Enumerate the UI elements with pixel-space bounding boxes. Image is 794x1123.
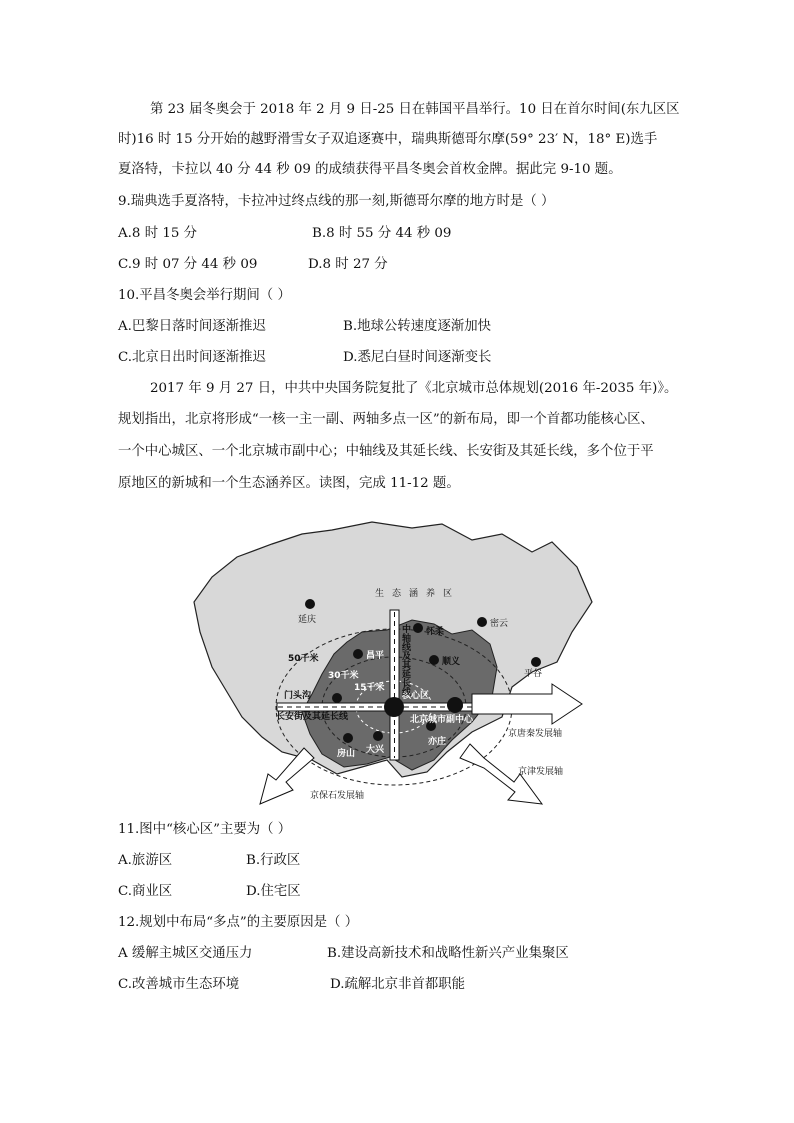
huairou-label: 怀柔	[426, 627, 445, 637]
question-12-option-d: D.疏解北京非首都职能	[330, 977, 466, 992]
mentougou-label: 门头沟	[284, 691, 312, 701]
huairou-dot	[413, 623, 423, 633]
question-12-stem: 12.规划中布局“多点”的主要原因是（ ）	[118, 915, 359, 930]
miyun-label: 密云	[490, 619, 509, 629]
question-10-option-d: D.悉尼白昼时间逐渐变长	[343, 350, 492, 365]
core-zone-label: 核心区	[402, 691, 430, 701]
question-9-option-a: A.8 时 15 分	[118, 226, 198, 241]
yanqing-label: 延庆	[298, 615, 317, 625]
question-11-stem: 11.图中“核心区”主要为（ ）	[118, 822, 292, 837]
question-10-option-a: A.巴黎日落时间逐渐推迟	[118, 319, 266, 334]
changping-label: 昌平	[366, 651, 385, 661]
passage1-line2: 时)16 时 15 分开始的越野滑雪女子双追逐赛中，瑞典斯德哥尔摩(59° 23′ N，18° E)选手	[118, 132, 658, 147]
question-11-option-a: A.旅游区	[118, 853, 173, 868]
question-12-option-b: B.建设高新技术和战略性新兴产业集聚区	[327, 946, 569, 961]
question-12-option-c: C.改善城市生态环境	[118, 977, 240, 992]
question-9-option-b: B.8 时 55 分 44 秒 09	[312, 226, 452, 241]
question-11-option-b: B.行政区	[246, 853, 301, 868]
subcenter-label: 北京城市副中心	[410, 715, 474, 725]
jingbaoshi-arrow	[260, 748, 314, 804]
question-10-option-c: C.北京日出时间逐渐推迟	[118, 350, 266, 365]
passage2-line4: 原地区的新城和一个生态涵养区。读图，完成 11-12 题。	[118, 476, 460, 491]
question-10-stem: 10.平昌冬奥会举行期间（ ）	[118, 288, 291, 303]
eco-zone-label: 生态涵养区	[375, 589, 461, 599]
map-svg	[172, 512, 622, 812]
passage2-line1: 2017 年 9 月 27 日，中共中央国务院复批了《北京城市总体规划(2016 年-2035 年)》。	[150, 381, 678, 396]
fangshan-label: 房山	[337, 749, 356, 759]
subcenter-dot	[447, 697, 463, 713]
beijing-planning-map	[172, 512, 622, 812]
shunyi-dot	[429, 655, 439, 665]
mentougou-dot	[332, 693, 342, 703]
pinggu-dot	[531, 657, 541, 667]
jingtangqin-label: 京唐秦发展轴	[508, 729, 563, 739]
yizhuang-label: 亦庄	[428, 737, 447, 747]
passage2-line3: 一个中心城区、一个北京城市副中心；中轴线及其延长线、长安街及其延长线，多个位于平	[118, 444, 654, 459]
question-10-option-b: B.地球公转速度逐渐加快	[343, 319, 492, 334]
jingbaoshi-label: 京保石发展轴	[310, 791, 365, 801]
question-11-option-c: C.商业区	[118, 884, 173, 899]
miyun-dot	[477, 617, 487, 627]
pinggu-label: 平谷	[524, 669, 543, 679]
ring-30km-label: 30千米	[328, 671, 359, 681]
question-9-option-d: D.8 时 27 分	[308, 257, 388, 272]
daxing-label: 大兴	[366, 745, 385, 755]
daxing-dot	[373, 731, 383, 741]
question-12-option-a: A 缓解主城区交通压力	[118, 946, 253, 961]
yanqing-dot	[305, 599, 315, 609]
ring-15km-label: 15千米	[354, 683, 385, 693]
fangshan-dot	[343, 733, 353, 743]
changping-dot	[353, 649, 363, 659]
question-9-option-c: C.9 时 07 分 44 秒 09	[118, 257, 258, 272]
ring-50km-label: 50千米	[288, 654, 319, 664]
question-9-stem: 9.瑞典选手夏洛特，卡拉冲过终点线的那一刻,斯德哥尔摩的地方时是（ ）	[118, 194, 555, 209]
changan-label: 长安街及其延长线	[276, 712, 349, 722]
shunyi-label: 顺义	[442, 657, 461, 667]
central-axis-label: 中轴线及其延长线	[400, 624, 410, 696]
passage1-line3: 夏洛特，卡拉以 40 分 44 秒 09 的成绩获得平昌冬奥会首枚金牌。据此完 9-10 题。	[118, 162, 622, 177]
passage2-line2: 规划指出，北京将形成“一核一主一副、两轴多点一区”的新布局，即一个首都功能核心区、	[118, 412, 654, 427]
jingjin-label: 京津发展轴	[518, 767, 564, 777]
core-zone-dot	[384, 697, 404, 717]
question-11-option-d: D.住宅区	[246, 884, 301, 899]
passage1-line1: 第 23 届冬奥会于 2018 年 2 月 9 日-25 日在韩国平昌举行。10 日在首尔时间(东九区区	[150, 102, 680, 117]
